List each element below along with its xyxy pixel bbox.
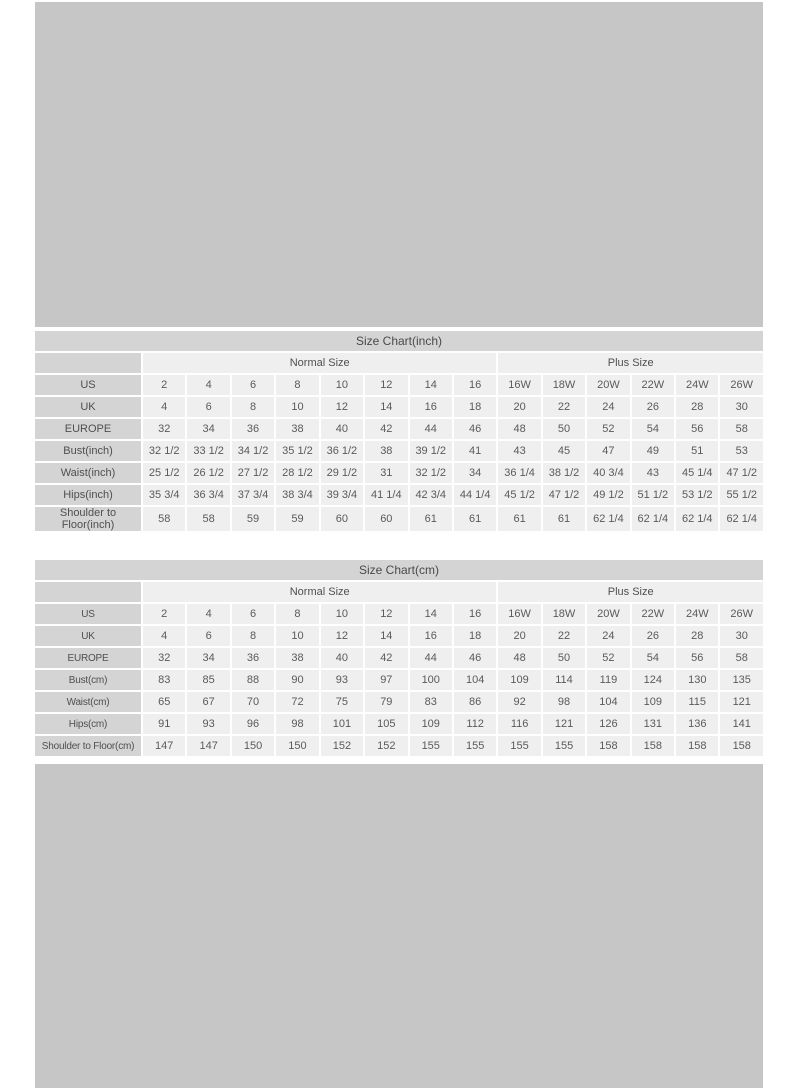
table-cell: 12	[365, 604, 407, 624]
table-cell: 93	[187, 714, 229, 734]
table-title: Size Chart(inch)	[35, 331, 763, 351]
table-cell: 56	[676, 648, 718, 668]
table-cell: 141	[720, 714, 763, 734]
table-cell: 48	[498, 648, 540, 668]
table-cell: 91	[143, 714, 185, 734]
table-cell: 114	[543, 670, 585, 690]
table-cell: 51	[676, 441, 718, 461]
table-cell: 16	[454, 375, 496, 395]
table-cell: 25 1/2	[143, 463, 185, 483]
table-cell: 75	[321, 692, 363, 712]
table-cell: 18	[454, 397, 496, 417]
column-group-plus-size: Plus Size	[498, 353, 763, 373]
table-cell: 35 3/4	[143, 485, 185, 505]
table-cell: 30	[720, 397, 763, 417]
table-cell: 22W	[632, 604, 674, 624]
table-cell: 116	[498, 714, 540, 734]
table-cell: 34	[187, 648, 229, 668]
table-cell: 14	[410, 604, 452, 624]
table-cell: 88	[232, 670, 274, 690]
table-cell: 6	[232, 604, 274, 624]
row-label: Waist(cm)	[35, 692, 141, 712]
table-cell: 158	[720, 736, 763, 756]
table-cell: 30	[720, 626, 763, 646]
table-cell: 147	[143, 736, 185, 756]
row-label: UK	[35, 626, 141, 646]
table-cell: 10	[321, 375, 363, 395]
table-cell: 62 1/4	[587, 507, 629, 531]
table-cell: 37 3/4	[232, 485, 274, 505]
row-label: US	[35, 375, 141, 395]
table-cell: 49	[632, 441, 674, 461]
row-label: Bust(inch)	[35, 441, 141, 461]
table-cell: 70	[232, 692, 274, 712]
row-label: Waist(inch)	[35, 463, 141, 483]
table-cell: 35 1/2	[276, 441, 318, 461]
row-label: Hips(cm)	[35, 714, 141, 734]
row-label: Bust(cm)	[35, 670, 141, 690]
table-cell: 47 1/2	[720, 463, 763, 483]
table-cell: 53	[720, 441, 763, 461]
table-cell: 29 1/2	[321, 463, 363, 483]
table-cell: 16W	[498, 375, 540, 395]
table-cell: 14	[365, 626, 407, 646]
table-cell: 158	[632, 736, 674, 756]
table-cell: 109	[410, 714, 452, 734]
table-cell: 101	[321, 714, 363, 734]
table-cell: 83	[143, 670, 185, 690]
table-cell: 32 1/2	[143, 441, 185, 461]
table-cell: 42 3/4	[410, 485, 452, 505]
table-cell: 38	[276, 648, 318, 668]
size-chart-table-cm	[33, 558, 765, 758]
table-cell: 60	[321, 507, 363, 531]
table-cell: 121	[543, 714, 585, 734]
table-cell: 2	[143, 604, 185, 624]
table-cell: 58	[720, 419, 763, 439]
table-cell: 22	[543, 397, 585, 417]
table-cell: 32	[143, 419, 185, 439]
table-cell: 43	[498, 441, 540, 461]
table-cell: 36	[232, 648, 274, 668]
table-cell: 8	[232, 626, 274, 646]
table-cell: 104	[454, 670, 496, 690]
table-cell: 47	[587, 441, 629, 461]
table-cell: 131	[632, 714, 674, 734]
table-cell: 31	[365, 463, 407, 483]
table-cell: 39 3/4	[321, 485, 363, 505]
table-row	[35, 397, 763, 417]
table-row	[35, 604, 763, 624]
table-cell: 18W	[543, 604, 585, 624]
table-cell: 27 1/2	[232, 463, 274, 483]
table-cell: 4	[187, 604, 229, 624]
table-cell: 152	[321, 736, 363, 756]
table-cell: 47 1/2	[543, 485, 585, 505]
table-cell: 54	[632, 419, 674, 439]
table-cell: 97	[365, 670, 407, 690]
table-cell: 79	[365, 692, 407, 712]
corner-cell	[35, 353, 141, 373]
table-cell: 6	[232, 375, 274, 395]
table-cell: 10	[276, 626, 318, 646]
table-cell: 8	[276, 375, 318, 395]
table-cell: 38 1/2	[543, 463, 585, 483]
table-cell: 45 1/4	[676, 463, 718, 483]
row-label: Hips(inch)	[35, 485, 141, 505]
table-cell: 26	[632, 626, 674, 646]
table-cell: 4	[187, 375, 229, 395]
table-cell: 42	[365, 419, 407, 439]
table-cell: 12	[321, 397, 363, 417]
table-cell: 61	[498, 507, 540, 531]
table-cell: 53 1/2	[676, 485, 718, 505]
table-row	[35, 736, 763, 756]
table-row	[35, 419, 763, 439]
table-cell: 41 1/4	[365, 485, 407, 505]
table-cell: 85	[187, 670, 229, 690]
table-cell: 8	[276, 604, 318, 624]
table-cell: 60	[365, 507, 407, 531]
table-cell: 52	[587, 419, 629, 439]
table-cell: 72	[276, 692, 318, 712]
table-cell: 16	[410, 397, 452, 417]
table-cell: 100	[410, 670, 452, 690]
table-cell: 44	[410, 419, 452, 439]
table-cell: 86	[454, 692, 496, 712]
table-row	[35, 692, 763, 712]
table-cell: 28	[676, 626, 718, 646]
table-cell: 90	[276, 670, 318, 690]
table-cell: 54	[632, 648, 674, 668]
column-group-plus-size: Plus Size	[498, 582, 763, 602]
table-cell: 155	[498, 736, 540, 756]
row-label: Shoulder to Floor(cm)	[35, 736, 141, 756]
column-group-normal-size: Normal Size	[143, 353, 496, 373]
table-row	[35, 375, 763, 395]
table-cell: 26W	[720, 375, 763, 395]
column-group-row	[35, 582, 763, 602]
table-cell: 50	[543, 419, 585, 439]
table-cell: 104	[587, 692, 629, 712]
table-cell: 150	[232, 736, 274, 756]
table-cell: 46	[454, 419, 496, 439]
table-cell: 20W	[587, 375, 629, 395]
table-cell: 56	[676, 419, 718, 439]
row-label: EUROPE	[35, 648, 141, 668]
table-cell: 20	[498, 626, 540, 646]
table-cell: 39 1/2	[410, 441, 452, 461]
table-cell: 62 1/4	[676, 507, 718, 531]
table-cell: 36	[232, 419, 274, 439]
table-cell: 28	[676, 397, 718, 417]
table-cell: 112	[454, 714, 496, 734]
row-label: UK	[35, 397, 141, 417]
table-cell: 26	[632, 397, 674, 417]
row-label: EUROPE	[35, 419, 141, 439]
table-cell: 44 1/4	[454, 485, 496, 505]
table-cell: 24	[587, 397, 629, 417]
row-label: US	[35, 604, 141, 624]
table-title-row	[35, 331, 763, 351]
corner-cell	[35, 582, 141, 602]
table-cell: 61	[543, 507, 585, 531]
table-cell: 12	[321, 626, 363, 646]
table-cell: 18	[454, 626, 496, 646]
table-cell: 59	[276, 507, 318, 531]
table-cell: 59	[232, 507, 274, 531]
table-cell: 130	[676, 670, 718, 690]
table-cell: 48	[498, 419, 540, 439]
table-cell: 4	[143, 626, 185, 646]
table-cell: 10	[276, 397, 318, 417]
table-cell: 50	[543, 648, 585, 668]
table-cell: 62 1/4	[720, 507, 763, 531]
table-cell: 150	[276, 736, 318, 756]
table-cell: 61	[454, 507, 496, 531]
table-cell: 16W	[498, 604, 540, 624]
table-cell: 109	[632, 692, 674, 712]
table-cell: 92	[498, 692, 540, 712]
table-cell: 12	[365, 375, 407, 395]
table-cell: 119	[587, 670, 629, 690]
table-cell: 38	[276, 419, 318, 439]
product-photo-area-bottom	[35, 764, 763, 1088]
table-cell: 26 1/2	[187, 463, 229, 483]
table-cell: 109	[498, 670, 540, 690]
table-row	[35, 485, 763, 505]
table-cell: 42	[365, 648, 407, 668]
table-cell: 40	[321, 648, 363, 668]
table-cell: 96	[232, 714, 274, 734]
table-cell: 135	[720, 670, 763, 690]
table-cell: 20	[498, 397, 540, 417]
table-cell: 158	[587, 736, 629, 756]
table-cell: 45	[543, 441, 585, 461]
table-cell: 124	[632, 670, 674, 690]
table-cell: 14	[365, 397, 407, 417]
table-cell: 8	[232, 397, 274, 417]
table-cell: 24W	[676, 604, 718, 624]
table-cell: 36 1/2	[321, 441, 363, 461]
table-row	[35, 626, 763, 646]
table-cell: 36 3/4	[187, 485, 229, 505]
table-cell: 105	[365, 714, 407, 734]
table-cell: 52	[587, 648, 629, 668]
table-cell: 58	[720, 648, 763, 668]
table-cell: 126	[587, 714, 629, 734]
table-cell: 152	[365, 736, 407, 756]
table-cell: 40	[321, 419, 363, 439]
table-cell: 16	[454, 604, 496, 624]
table-cell: 55 1/2	[720, 485, 763, 505]
table-cell: 40 3/4	[587, 463, 629, 483]
table-cell: 147	[187, 736, 229, 756]
table-cell: 155	[454, 736, 496, 756]
table-cell: 43	[632, 463, 674, 483]
table-cell: 93	[321, 670, 363, 690]
table-cell: 115	[676, 692, 718, 712]
table-cell: 2	[143, 375, 185, 395]
table-cell: 34	[454, 463, 496, 483]
table-row	[35, 714, 763, 734]
table-cell: 14	[410, 375, 452, 395]
table-row	[35, 648, 763, 668]
size-chart-table-inch	[33, 329, 765, 533]
table-title-row	[35, 560, 763, 580]
table-cell: 22W	[632, 375, 674, 395]
table-cell: 58	[187, 507, 229, 531]
table-cell: 24W	[676, 375, 718, 395]
table-cell: 51 1/2	[632, 485, 674, 505]
table-cell: 44	[410, 648, 452, 668]
table-row	[35, 670, 763, 690]
table-row	[35, 507, 763, 531]
table-cell: 16	[410, 626, 452, 646]
table-cell: 58	[143, 507, 185, 531]
table-cell: 34 1/2	[232, 441, 274, 461]
table-cell: 28 1/2	[276, 463, 318, 483]
table-cell: 38	[365, 441, 407, 461]
table-cell: 34	[187, 419, 229, 439]
table-cell: 62 1/4	[632, 507, 674, 531]
table-cell: 20W	[587, 604, 629, 624]
table-cell: 121	[720, 692, 763, 712]
row-label: Shoulder to Floor(inch)	[35, 507, 141, 531]
table-cell: 45 1/2	[498, 485, 540, 505]
table-cell: 61	[410, 507, 452, 531]
table-cell: 32	[143, 648, 185, 668]
table-cell: 155	[543, 736, 585, 756]
table-cell: 24	[587, 626, 629, 646]
table-row	[35, 441, 763, 461]
table-cell: 4	[143, 397, 185, 417]
table-cell: 155	[410, 736, 452, 756]
table-cell: 49 1/2	[587, 485, 629, 505]
table-cell: 83	[410, 692, 452, 712]
table-cell: 67	[187, 692, 229, 712]
table-cell: 136	[676, 714, 718, 734]
table-cell: 26W	[720, 604, 763, 624]
table-cell: 65	[143, 692, 185, 712]
table-cell: 46	[454, 648, 496, 668]
table-cell: 6	[187, 626, 229, 646]
table-cell: 32 1/2	[410, 463, 452, 483]
table-cell: 6	[187, 397, 229, 417]
table-title: Size Chart(cm)	[35, 560, 763, 580]
table-row	[35, 463, 763, 483]
table-cell: 98	[543, 692, 585, 712]
table-cell: 158	[676, 736, 718, 756]
table-cell: 38 3/4	[276, 485, 318, 505]
table-cell: 41	[454, 441, 496, 461]
column-group-row	[35, 353, 763, 373]
column-group-normal-size: Normal Size	[143, 582, 496, 602]
product-photo-area-top	[35, 2, 763, 327]
table-cell: 18W	[543, 375, 585, 395]
table-cell: 10	[321, 604, 363, 624]
table-cell: 33 1/2	[187, 441, 229, 461]
table-cell: 98	[276, 714, 318, 734]
table-cell: 36 1/4	[498, 463, 540, 483]
table-cell: 22	[543, 626, 585, 646]
